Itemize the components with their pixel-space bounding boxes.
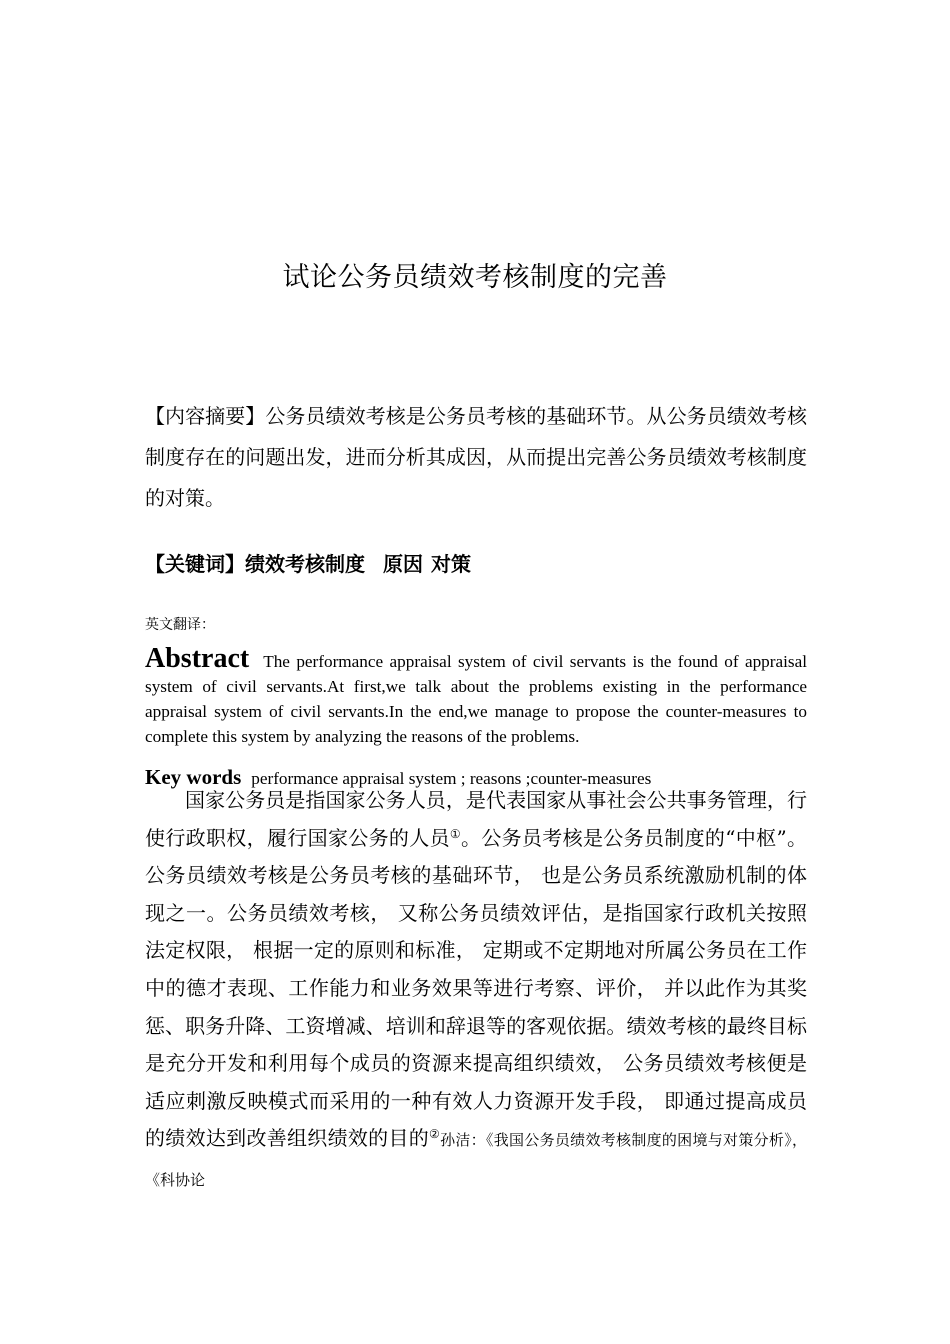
body-paragraph-1 xyxy=(145,782,807,1200)
abstract-summary-cn xyxy=(145,396,807,519)
abstract-text: The performance appraisal system of civil servants is the found of appraisal system of civil servants.At first,we talk about the problems existing in the performance appraisal system of civil servants.In the end,we manage to propose the counter-measures to complete this system by analyzing the reasons of the problems. xyxy=(145,652,807,746)
summary-text: 公务员绩效考核是公务员考核的基础环节。从公务员绩效考核制度存在的问题出发，进而分析其成因，从而提出完善公务员绩效考核制度的对策。 xyxy=(145,404,807,510)
footnote-ref-1[interactable]: ① xyxy=(449,826,461,841)
document-title: 试论公务员绩效考核制度的完善 xyxy=(282,262,668,293)
keywords-cn-label: 【关键词】 xyxy=(145,552,245,576)
body-paragraph xyxy=(145,782,807,1200)
abstract-en xyxy=(145,643,807,749)
abstract-heading: Abstract xyxy=(145,643,250,674)
body-text-part1: 国家公务员是指国家公务人员，是代表国家从事社会公共事务管理，行使行政职权，履行国家公务的人员 xyxy=(145,788,807,850)
keywords-en-heading: Key words xyxy=(145,765,242,789)
keyword-term: 原因 xyxy=(383,552,423,576)
keywords-cn xyxy=(145,546,807,582)
footnote-ref-2[interactable]: ② xyxy=(429,1127,441,1142)
body-text-part2: 。公务员考核是公务员制度的“中枢”。公务员绩效考核是公务员考核的基础环节， 也是公务员系统激励机制的体现之一。公务员绩效考核， 又称公务员绩效评估，是指国家行政机关按照法定权限， 根据一定的原则和标准， 定期或不定期地对所属公务员在工作中的德才表现、工作能力和业务效果等进行考察、评价， 并以此作为其奖惩、职务升降、工资增减、培训和辞退等的客观依据。绩效考核的最终目标是充分开发和利用每个成员的资源来提高组织绩效， 公务员绩效考核便是适应刺激反映模式而采用的一种有效人力资源开发手段， 即通过提高成员的绩效达到改善组织绩效的目的 xyxy=(145,825,808,1151)
summary-label: 【内容摘要】 xyxy=(145,404,266,428)
keywords-en-text: performance appraisal system ; reasons ;counter-measures xyxy=(251,769,652,788)
keyword-term: 绩效考核制度 xyxy=(245,552,365,576)
footnote-inline-text: 孙洁：《我国公务员绩效考核制度的困境与对策分析》，《科协论 xyxy=(145,1131,807,1189)
keyword-term: 对策 xyxy=(431,552,471,576)
translation-label: 英文翻译： xyxy=(145,617,215,633)
